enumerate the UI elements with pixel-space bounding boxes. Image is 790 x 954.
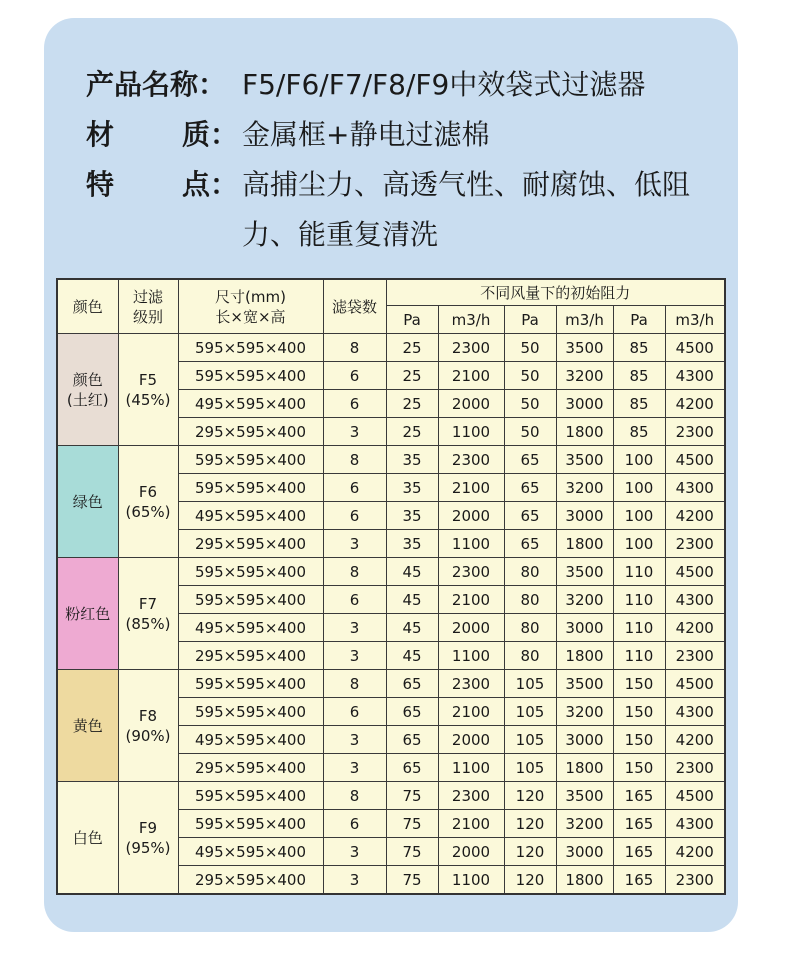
filter-efficiency: (95%) [125,838,171,857]
material-value: 金属框+静电过滤棉 [242,118,490,151]
airflow-cell: 2100 [438,474,504,502]
filter-color-name: 粉红色 [65,604,111,623]
filter-color-cell [57,558,118,670]
header-pa-2: Pa [504,306,556,334]
pa-cell: 65 [504,446,556,474]
filter-color-name: 黄色 [72,716,103,735]
airflow-cell: 3200 [556,810,613,838]
pa-cell: 165 [613,810,665,838]
pa-cell: 65 [504,530,556,558]
filter-grade-cell [118,670,178,782]
feature-label [86,160,238,260]
size-cell: 595×595×400 [178,446,323,474]
airflow-cell: 3500 [556,558,613,586]
airflow-cell: 4500 [665,782,725,810]
header-size-line2: 长×宽×高 [215,307,286,326]
airflow-cell: 4300 [665,474,725,502]
material-row [86,110,736,160]
pa-cell: 165 [613,838,665,866]
airflow-cell: 3200 [556,362,613,390]
bags-cell: 3 [323,418,386,446]
product-name-row [86,60,736,110]
pa-cell: 25 [386,362,438,390]
pa-cell: 35 [386,502,438,530]
feature-row [86,160,736,260]
airflow-cell: 1100 [438,866,504,895]
airflow-cell: 4200 [665,726,725,754]
pa-cell: 65 [386,698,438,726]
pa-cell: 50 [504,390,556,418]
bags-cell: 3 [323,614,386,642]
pa-cell: 45 [386,642,438,670]
airflow-cell: 2000 [438,838,504,866]
filter-color-name: 颜色 [72,370,103,389]
pa-cell: 65 [504,502,556,530]
pa-cell: 105 [504,726,556,754]
table-row [57,334,725,362]
airflow-cell: 2300 [438,782,504,810]
filter-grade-cell [118,334,178,446]
filter-color-note: (土红) [66,390,109,409]
pa-cell: 75 [386,866,438,895]
pa-cell: 35 [386,474,438,502]
pa-cell: 165 [613,866,665,895]
header-resistance: 不同风量下的初始阻力 [386,279,725,306]
size-cell: 595×595×400 [178,670,323,698]
airflow-cell: 2000 [438,390,504,418]
spec-table-body [57,334,725,895]
size-cell: 495×595×400 [178,726,323,754]
airflow-cell: 3500 [556,782,613,810]
size-cell: 495×595×400 [178,390,323,418]
pa-cell: 105 [504,670,556,698]
airflow-cell: 2100 [438,698,504,726]
filter-grade-cell [118,782,178,895]
header-m3h-3: m3/h [665,306,725,334]
size-cell: 495×595×400 [178,502,323,530]
airflow-cell: 2300 [665,866,725,895]
airflow-cell: 3000 [556,614,613,642]
pa-cell: 25 [386,390,438,418]
bags-cell: 6 [323,362,386,390]
airflow-cell: 1800 [556,754,613,782]
size-cell: 595×595×400 [178,362,323,390]
pa-cell: 110 [613,558,665,586]
airflow-cell: 3500 [556,334,613,362]
pa-cell: 35 [386,530,438,558]
size-cell: 595×595×400 [178,810,323,838]
feature-value-line2: 力、能重复清洗 [242,218,439,251]
airflow-cell: 4500 [665,558,725,586]
airflow-cell: 1800 [556,418,613,446]
pa-cell: 50 [504,334,556,362]
product-name-value: F5/F6/F7/F8/F9中效袋式过滤器 [242,68,646,101]
pa-cell: 110 [613,642,665,670]
airflow-cell: 2000 [438,726,504,754]
pa-cell: 45 [386,586,438,614]
product-info [86,60,736,260]
header-bags: 滤袋数 [323,279,386,334]
filter-efficiency: (45%) [125,390,171,409]
airflow-cell: 2300 [438,670,504,698]
airflow-cell: 4200 [665,390,725,418]
pa-cell: 35 [386,446,438,474]
airflow-cell: 3200 [556,586,613,614]
pa-cell: 65 [386,754,438,782]
pa-cell: 80 [504,614,556,642]
pa-cell: 45 [386,558,438,586]
pa-cell: 50 [504,362,556,390]
pa-cell: 45 [386,614,438,642]
bags-cell: 8 [323,782,386,810]
filter-efficiency: (85%) [125,614,171,633]
size-cell: 495×595×400 [178,614,323,642]
bags-cell: 3 [323,726,386,754]
pa-cell: 105 [504,698,556,726]
pa-cell: 120 [504,782,556,810]
filter-efficiency: (65%) [125,502,171,521]
bags-cell: 3 [323,754,386,782]
filter-color-cell [57,782,118,895]
pa-cell: 80 [504,642,556,670]
bags-cell: 6 [323,698,386,726]
size-cell: 295×595×400 [178,754,323,782]
airflow-cell: 4300 [665,362,725,390]
airflow-cell: 2300 [665,642,725,670]
bags-cell: 6 [323,586,386,614]
pa-cell: 100 [613,530,665,558]
feature-value-line1: 高捕尘力、高透气性、耐腐蚀、低阻 [242,168,691,201]
size-cell: 295×595×400 [178,866,323,895]
filter-grade: F8 [138,706,158,725]
airflow-cell: 4300 [665,810,725,838]
feature-label-part1: 特 [86,168,115,201]
airflow-cell: 1100 [438,754,504,782]
pa-cell: 85 [613,390,665,418]
size-cell: 295×595×400 [178,530,323,558]
pa-cell: 110 [613,614,665,642]
pa-cell: 120 [504,810,556,838]
pa-cell: 25 [386,334,438,362]
size-cell: 595×595×400 [178,558,323,586]
material-label-part2: 质： [181,118,238,151]
airflow-cell: 2300 [438,446,504,474]
bags-cell: 3 [323,838,386,866]
pa-cell: 150 [613,670,665,698]
pa-cell: 75 [386,838,438,866]
size-cell: 595×595×400 [178,698,323,726]
airflow-cell: 2300 [665,754,725,782]
airflow-cell: 2300 [438,558,504,586]
airflow-cell: 2100 [438,362,504,390]
pa-cell: 120 [504,866,556,895]
spec-table [56,278,726,895]
header-pa-1: Pa [386,306,438,334]
airflow-cell: 4300 [665,698,725,726]
airflow-cell: 3200 [556,698,613,726]
airflow-cell: 2300 [665,418,725,446]
size-cell: 595×595×400 [178,586,323,614]
airflow-cell: 1100 [438,418,504,446]
pa-cell: 100 [613,474,665,502]
material-label-part1: 材 [86,118,115,151]
pa-cell: 150 [613,698,665,726]
airflow-cell: 3500 [556,670,613,698]
pa-cell: 65 [386,670,438,698]
airflow-cell: 4300 [665,586,725,614]
material-label [86,110,238,160]
pa-cell: 105 [504,754,556,782]
pa-cell: 100 [613,502,665,530]
airflow-cell: 3000 [556,838,613,866]
bags-cell: 8 [323,334,386,362]
size-cell: 595×595×400 [178,474,323,502]
airflow-cell: 1800 [556,866,613,895]
pa-cell: 80 [504,586,556,614]
filter-grade-cell [118,446,178,558]
pa-cell: 150 [613,726,665,754]
pa-cell: 75 [386,810,438,838]
filter-grade-cell [118,558,178,670]
size-cell: 295×595×400 [178,418,323,446]
filter-grade: F6 [138,482,158,501]
bags-cell: 6 [323,390,386,418]
pa-cell: 85 [613,418,665,446]
filter-grade: F9 [138,818,158,837]
filter-color-cell [57,670,118,782]
table-row [57,670,725,698]
pa-cell: 120 [504,838,556,866]
bags-cell: 6 [323,474,386,502]
header-grade-text: 过滤级别 [132,287,163,326]
filter-grade: F7 [138,594,158,613]
bags-cell: 3 [323,866,386,895]
airflow-cell: 3000 [556,390,613,418]
size-cell: 595×595×400 [178,782,323,810]
pa-cell: 80 [504,558,556,586]
product-name-label: 产品名称： [86,68,227,101]
pa-cell: 65 [386,726,438,754]
size-cell: 495×595×400 [178,838,323,866]
table-row [57,558,725,586]
bags-cell: 6 [323,810,386,838]
pa-cell: 150 [613,754,665,782]
airflow-cell: 3000 [556,502,613,530]
airflow-cell: 2300 [438,334,504,362]
header-pa-3: Pa [613,306,665,334]
pa-cell: 25 [386,418,438,446]
filter-color-name: 白色 [72,828,103,847]
bags-cell: 8 [323,670,386,698]
pa-cell: 110 [613,586,665,614]
bags-cell: 6 [323,502,386,530]
airflow-cell: 1100 [438,530,504,558]
airflow-cell: 2100 [438,586,504,614]
pa-cell: 165 [613,782,665,810]
pa-cell: 100 [613,446,665,474]
feature-label-part2: 点： [181,168,238,201]
filter-color-cell [57,446,118,558]
airflow-cell: 1800 [556,642,613,670]
airflow-cell: 2300 [665,530,725,558]
airflow-cell: 2000 [438,502,504,530]
filter-efficiency: (90%) [125,726,171,745]
header-grade [118,279,178,334]
header-color: 颜色 [57,279,118,334]
airflow-cell: 1800 [556,530,613,558]
airflow-cell: 3500 [556,446,613,474]
airflow-cell: 3200 [556,474,613,502]
airflow-cell: 2000 [438,614,504,642]
feature-value [242,160,736,260]
bags-cell: 3 [323,642,386,670]
table-row [57,782,725,810]
bags-cell: 8 [323,446,386,474]
airflow-cell: 3000 [556,726,613,754]
pa-cell: 50 [504,418,556,446]
airflow-cell: 4500 [665,334,725,362]
pa-cell: 85 [613,334,665,362]
size-cell: 595×595×400 [178,334,323,362]
header-size-line1: 尺寸(mm) [215,287,286,306]
table-row [57,446,725,474]
airflow-cell: 4500 [665,670,725,698]
airflow-cell: 4200 [665,614,725,642]
airflow-cell: 1100 [438,642,504,670]
airflow-cell: 4500 [665,446,725,474]
airflow-cell: 2100 [438,810,504,838]
airflow-cell: 4200 [665,838,725,866]
header-m3h-2: m3/h [556,306,613,334]
bags-cell: 8 [323,558,386,586]
header-m3h-1: m3/h [438,306,504,334]
filter-color-cell [57,334,118,446]
filter-grade: F5 [138,370,158,389]
bags-cell: 3 [323,530,386,558]
pa-cell: 75 [386,782,438,810]
filter-color-name: 绿色 [72,492,103,511]
header-size [178,279,323,334]
size-cell: 295×595×400 [178,642,323,670]
airflow-cell: 4200 [665,502,725,530]
pa-cell: 65 [504,474,556,502]
pa-cell: 85 [613,362,665,390]
